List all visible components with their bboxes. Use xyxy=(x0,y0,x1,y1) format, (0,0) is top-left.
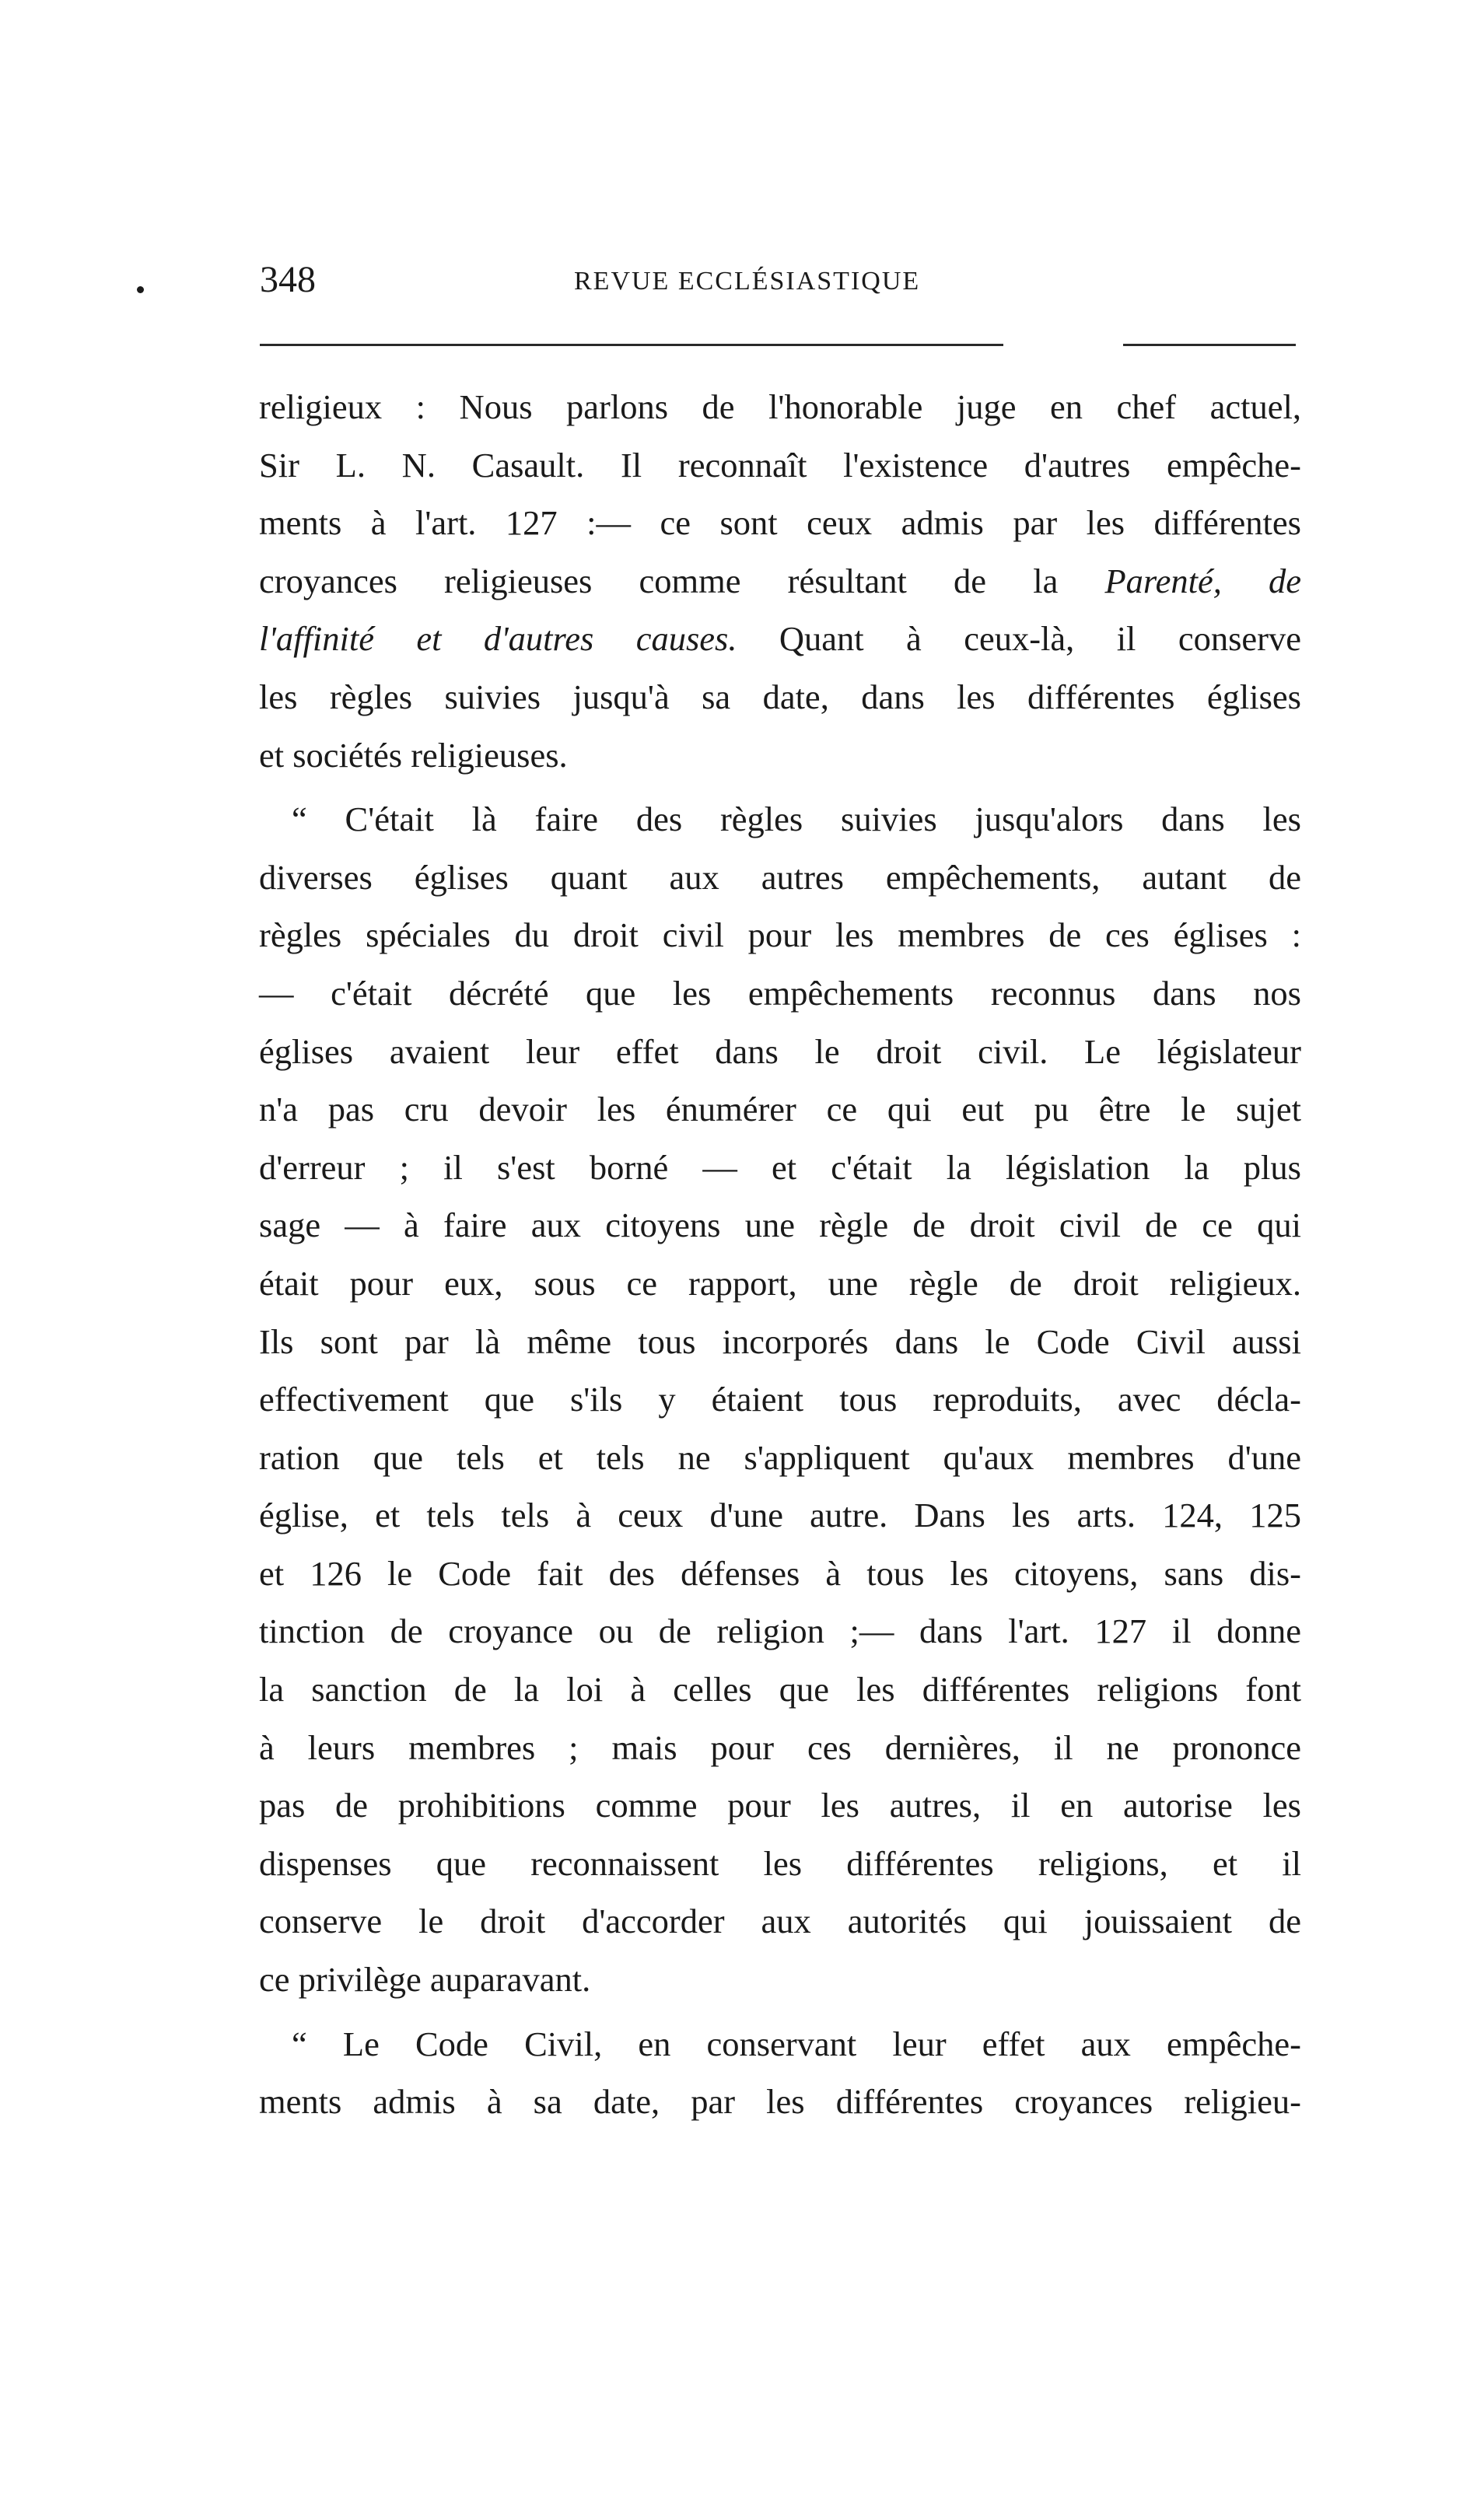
text-line: églises avaient leur effet dans le droit civil. Le législateur xyxy=(259,1031,1301,1071)
italic-text: Parenté, de xyxy=(1104,561,1302,600)
paragraph xyxy=(259,2015,1301,2131)
text-line: tinction de croyance ou de religion ;— dans l'art. 127 il donne xyxy=(259,1611,1301,1651)
header-rule xyxy=(1123,344,1296,346)
text-line: “ Le Code Civil, en conservant leur effet aux empêche- xyxy=(292,2024,1301,2063)
text-line: effectivement que s'ils y étaient tous reproduits, avec décla- xyxy=(259,1380,1301,1419)
margin-dot xyxy=(137,286,144,293)
text-line: ce privilège auparavant. xyxy=(259,1960,591,2000)
italic-text: l'affinité et d'autres causes. xyxy=(259,619,737,659)
text-line: la sanction de la loi à celles que les différentes religions font xyxy=(259,1670,1301,1709)
text-line: les règles suivies jusqu'à sa date, dans les différentes églises xyxy=(259,677,1301,716)
running-head: REVUE ECCLÉSIASTIQUE xyxy=(574,267,921,296)
text-line: conserve le droit d'accorder aux autorités qui jouissaient de xyxy=(259,1902,1301,1941)
body-text xyxy=(259,378,1301,2131)
text-line: sage — à faire aux citoyens une règle de droit civil de ce qui xyxy=(259,1206,1301,1245)
text-line: d'erreur ; il s'est borné — et c'était la législation la plus xyxy=(259,1147,1301,1187)
text-line: ration que tels et tels ne s'appliquent qu'aux membres d'une xyxy=(259,1437,1301,1477)
text-line: pas de prohibitions comme pour les autres, il en autorise les xyxy=(259,1786,1301,1825)
paragraph xyxy=(259,378,1301,784)
text-line: dispenses que reconnaissent les différentes religions, et il xyxy=(259,1843,1301,1883)
text-line: diverses églises quant aux autres empêchements, autant de xyxy=(259,857,1301,897)
text-line: et 126 le Code fait des défenses à tous les citoyens, sans dis- xyxy=(259,1553,1301,1593)
text-line: Ils sont par là même tous incorporés dans le Code Civil aussi xyxy=(259,1321,1301,1361)
text-line xyxy=(259,610,1301,668)
text-line: religieux : Nous parlons de l'honorable juge en chef actuel, xyxy=(259,387,1301,426)
text-line: — c'était décrété que les empêchements reconnus dans nos xyxy=(259,973,1301,1013)
text-line: ments à l'art. 127 :— ce sont ceux admis par les différentes xyxy=(259,503,1301,543)
text-line: règles spéciales du droit civil pour les membres de ces églises : xyxy=(259,915,1301,955)
text-run: croyances religieuses comme résultant de la xyxy=(259,561,1105,600)
text-line: Sir L. N. Casault. Il reconnaît l'existence d'autres empêche- xyxy=(259,445,1301,485)
header-rule xyxy=(260,344,1003,346)
text-line: à leurs membres ; mais pour ces dernières, il ne prononce xyxy=(259,1727,1301,1767)
page-number: 348 xyxy=(260,259,316,300)
paragraph xyxy=(259,790,1301,2008)
text-line: était pour eux, sous ce rapport, une règle de droit religieux. xyxy=(259,1263,1301,1303)
text-line: “ C'était là faire des règles suivies jusqu'alors dans les xyxy=(292,800,1301,839)
text-line: et sociétés religieuses. xyxy=(259,735,568,775)
text-line: n'a pas cru devoir les énumérer ce qui eut pu être le sujet xyxy=(259,1090,1301,1129)
text-line: église, et tels tels à ceux d'une autre. Dans les arts. 124, 125 xyxy=(259,1496,1301,1535)
text-line: ments admis à sa date, par les différentes croyances religieu- xyxy=(259,2082,1301,2122)
text-run: Quant à ceux-là, il conserve xyxy=(737,619,1301,659)
text-line xyxy=(259,552,1301,611)
